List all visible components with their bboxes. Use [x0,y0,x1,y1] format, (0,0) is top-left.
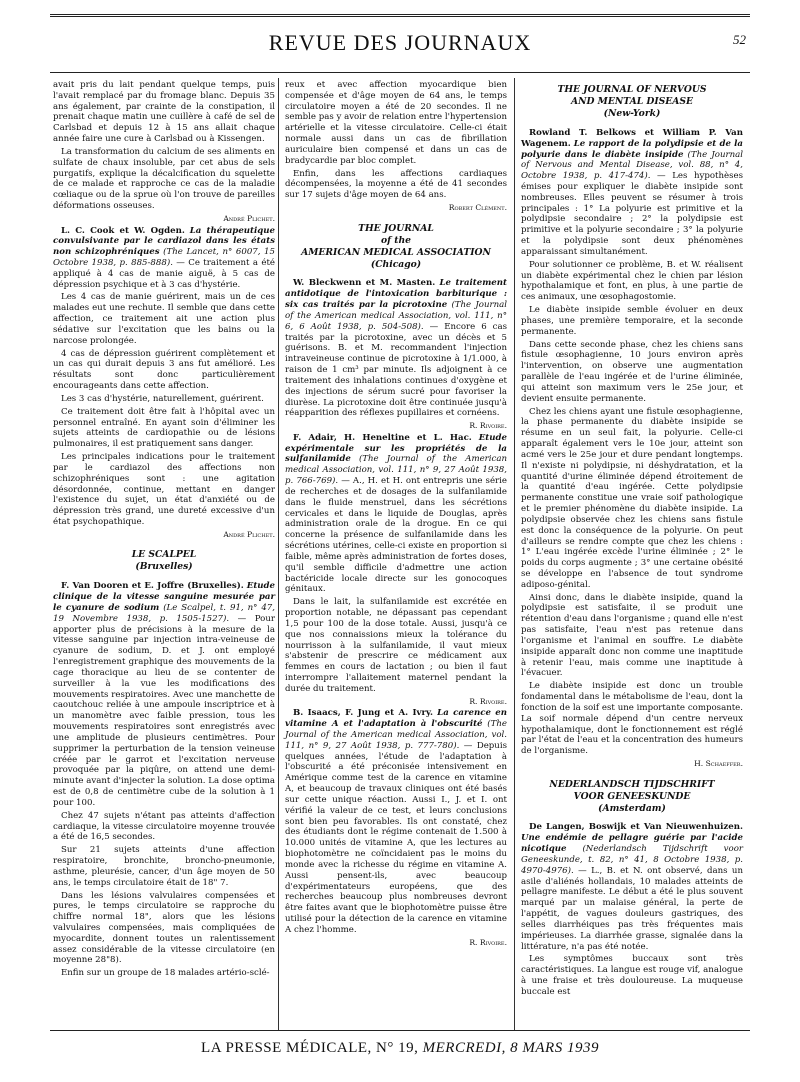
article-citation: (Nederlandsch Tijdschrift voor Geneeskunde, t. 82, n° 41, 8 Octobre 1938, p. 4970-4976). [521,844,743,876]
paragraph: Enfin, dans les affections cardiaques décompensées, la moyenne a été de 41 secondes sur 17 sujets d'âge moyen de 64 ans. [285,168,507,201]
article-text: — Pour apporter plus de précisions à la mesure de la vitesse sanguine par injection intra-veineuse de cyanure de sodium, D. et J. ont employé l'enregistrement graphique des mouvements de la cage thoracique au lieu de se contenter de surveiller à la vue les modifications des mouvements respiratoires. Avec une manchette de caoutchouc reliée à une ampoule inscriptrice et à un manomètre avec faible pression, tous les mouvements respiratoires sont enregistrés avec une amplitude de plusieurs centimètres. Pour supprimer la perturbation de la tension veineuse créée par le garrot et l'excitation nerveuse provoquée par la piqûre, on attend une demi-minute avant d'injecter la solution. La dose optima est de 0,8 de centimètre cube de la solution à 1 pour 100. [53,613,275,808]
article-citation: (The Journal of Nervous and Mental Disease, vol. 88, n° 4, Octobre 1938, p. 417-474). [521,149,743,182]
section-title: NEDERLANDSCH TIJDSCHRIFT [549,778,715,790]
column-1 [53,80,275,981]
article-authors: W. Bleckwenn et M. Masten. [293,278,436,289]
signature: André Plichet. [223,213,275,223]
section-title: AND MENTAL DISEASE [570,95,694,107]
section-subtitle: (Amsterdam) [598,802,666,814]
article-citation: (The Lancet, n° 6007, 15 Octobre 1938, p. 885-888). [53,247,275,268]
paragraph: reux et avec affection myocardique bien compensée et d'âge moyen de 64 ans, le temps circulatoire moyen a été de 20 secondes. Il ne semble pas y avoir de relation entre l'hypertension artérielle et la vitesse circulatoire. Celle-ci était normale aussi dans un cas de fibrillation auriculaire bien compensé et dans un cas de bradycardie par bloc complet. [285,80,507,166]
signature: R. Rivoire. [469,937,507,947]
article-lead [53,581,275,808]
section-title: LE SCALPEL [131,549,197,561]
paragraph: La transformation du calcium de ses aliments en sulfate de chaux insoluble, par cet abus de sels purgatifs, explique la décalcification du squelette de ce malade et rapproche ce cas de la maladie cœliaque ou de la sprue où l'on trouve de pareilles déformations osseuses. [53,146,275,212]
masthead [0,14,800,55]
footer-journal: LA PRESSE MÉDICALE, [201,1040,372,1056]
article-lead [285,433,507,595]
paragraph: Le diabète insipide est donc un trouble fondamental dans le métabolisme de l'eau, dont la fonction de la soif est une importante composante. La soif normale dépend d'un centre nerveux hypothalamique, dont le fonctionnement est réglé par l'état de l'eau et la concentration des humeurs de l'organisme. [521,681,743,757]
paragraph: avait pris du lait pendant quelque temps, puis l'avait remplacé par du fromage blanc. Depuis 35 ans également, par crainte de la constipation, il prenait chaque matin une cuillère à café de sel de Carlsbad et depuis 12 à 15 ans allait chaque année faire une cure à Carlsbad ou à Kissengen. [53,80,275,145]
article-title: Une endémie de pellagre guérie par l'acide nicotique [521,833,743,855]
article-text: — Les hypothèses émises pour expliquer le diabète insipide sont nombreuses. Elles peuvent se résumer à trois principales : 1° La polyurie est primitive et la polydipsie secondaire ; 2° la polydipsie est primitive et la polyurie secondaire ; 3° la polyurie et la polydipsie sont deux phénomènes apparaissant simultanément. [521,171,743,257]
article-citation: (The Journal of the American medical Association, vol. 111, n° 9, 27 Août 1938, p. 766-769). [285,454,508,487]
footer-number: N° 19, [376,1040,419,1056]
article-authors: L. C. Cook et W. Ogden. [61,225,185,236]
paragraph: Chez 47 sujets n'étant pas atteints d'affection cardiaque, la vitesse circulatoire moyenne trouvée a été de 16,5 secondes. [53,810,275,843]
section-title: AMERICAN MEDICAL ASSOCIATION [301,246,491,258]
column-3 [521,80,743,1000]
paragraph: Les principales indications pour le traitement par le cardiazol des affections non schizophréniques sont : une agitation désordonnée, continue, mettant en danger l'existence du sujet, un état d'anxiété ou de dépression très grand, une dureté excessive d'un état psychopathique. [53,452,275,528]
paragraph: Dans les lésions valvulaires compensées et pures, le temps circulatoire se rapproche du chiffre normal 18", alors que les lésions valvulaires compensées, mais compliquées de myocardite, donnent toutes un ralentissement assez considérable de la vitesse circulatoire (en moyenne 28"8). [53,890,275,966]
footer-rule [50,1030,750,1031]
paragraph: Enfin sur un groupe de 18 malades artério-sclé- [61,968,270,979]
section-title: THE JOURNAL [358,222,434,234]
paragraph: Les symptômes buccaux sont très caractéristiques. La langue est rouge vif, analogue à une fraise et très douloureuse. La muqueuse buccale est [521,954,743,997]
article-authors: F. Van Dooren et E. Joffre (Bruxelles). [61,581,244,592]
signature: Robert Clément. [448,203,507,213]
article-citation: (The Journal of the American medical Association, vol. 111, n° 9, 27 Août 1938, p. 777-780). [285,719,507,751]
signature: R. Rivoire. [469,696,507,706]
top-rule [50,14,750,17]
section-subtitle: (Bruxelles) [135,561,193,573]
article-text: — Encore 6 cas traités par la picrotoxine, avec un décès et 5 guérisons. B. et M. recommandent l'injection intraveineuse continue de picrotoxine à 1/1.000, à raison de 1 cm³ par minute. Ils adjoignent à ce traitement des inhalations continues d'oxygène et des injections de sérum sucré pour favoriser la diurèse. La picrotoxine doit être continuée jusqu'à réapparition des réflexes pupillaires et cornéens. [285,321,507,419]
paragraph: Chez les chiens ayant une fistule œsophagienne, la phase permanente du diabète insipide se résume en un seul fait, la polyurie. Celle-ci apparaît également vers le 10e jour, atteint son acmé vers le 25e jour et dure pendant longtemps. Il n'existe ni polydipsie, ni déshydratation, et la quantité d'urine éliminée dépend étroitement de la quantité d'eau ingérée. Cette polydipsie permanente constitue une vraie soif pathologique et le premier phénomène du diabète insipide. La polydipsie observée chez les chiens sans fistule est donc la conséquence de la polyurie. On peut d'ailleurs se rendre compte que chez les chiens : 1° L'eau ingérée excède l'urine éliminée ; 2° le poids du corps augmente ; 3° une certaine obésité se développe en l'absence de tout syndrome adiposo-génital. [521,406,743,590]
paragraph: Ainsi donc, dans le diabète insipide, quand la polydipsie est satisfaite, il se produit une rétention d'eau dans l'organisme ; quand elle n'est pas satisfaite, l'eau n'est pas retenue dans l'organisme et l'animal en souffre. Le diabète insipide apparaît donc non comme une inaptitude à retenir l'eau, mais comme une inaptitude à l'évacuer. [521,592,743,679]
paragraph: Les 4 cas de manie guérirent, mais un de ces malades eut une rechute. Il semble que dans cette affection, ce traitement ait une action plus sédative sur l'excitation que les bains ou la narcose prolongée. [53,292,275,346]
article-lead [285,278,507,419]
section-heading [521,779,743,815]
article-citation: (Le Scalpel, t. 91, n° 47, 19 Novembre 1938, p. 1505-1527). [53,602,276,624]
section-title: of the [380,234,412,246]
column-divider [278,78,279,1030]
section-title: VOOR GENEESKUNDE [573,790,691,802]
section-heading [521,84,743,120]
section-subtitle: (New-York) [603,107,661,119]
article-title: La carence en vitamine A et l'adaptation à l'obscurité [285,708,508,730]
article-title: Etude clinique de la vitesse sanguine mesurée par le cyanure de sodium [53,581,276,613]
paragraph: Dans cette seconde phase, chez les chiens sans fistule œsophagienne, 10 jours environ après l'intervention, on observe une augmentation parallèle de l'eau ingérée et de l'urine éliminée, qui atteint son maximum vers le 25e jour, et devient ensuite permanente. [521,339,743,404]
paragraph: Pour solutionner ce problème, B. et W. réalisent un diabète expérimental chez le chien par lésion hypothalamique et font, en plus, à une partie de ces animaux, une œsophagostomie. [521,259,743,303]
section-heading [53,549,275,573]
paragraph: Le diabète insipide semble évoluer en deux phases, une première temporaire, et la seconde permanente. [521,305,743,337]
column-divider [514,78,515,1030]
article-title: Le traitement antidotique de l'intoxication barbiturique : six cas traités par la picrotoxine [285,278,507,311]
page-title: REVUE DES JOURNAUX [268,30,532,55]
article-lead [53,226,275,291]
article-title: Le rapport de la polydipsie et de la polyurie dans le diabète insipide [521,138,743,160]
section-subtitle: (Chicago) [370,258,422,270]
paragraph: Ce traitement doit être fait à l'hôpital avec un personnel entraîné. En ayant soin d'éliminer les sujets atteints de cardiopathie ou de lésions pulmonaires, il est pratiquement sans danger. [53,406,275,450]
header-rule [50,72,750,73]
article-title: La thérapeutique convulsivante par le cardiazol dans les états non schizophréniques [53,225,275,258]
footer-date: MERCREDI, 8 MARS 1939 [422,1040,599,1056]
column-2 [285,80,507,949]
article-authors: F. Adair, H. Heneltine et L. Hac. [293,432,472,443]
article-authors: De Langen, Boswijk et Van Nieuwenhuizen. [529,822,743,833]
paragraph: Sur 21 sujets atteints d'une affection respiratoire, bronchite, broncho-pneumonie, asthme, pleurésie, cancer, d'un âge moyen de 50 ans, le temps circulatoire était de 18" 7. [53,845,275,888]
article-citation: (The Journal of the American medical Association, vol. 111, n° 6, 6 Août 1938, p. 504-508). [285,300,508,332]
article-title: Etude expérimentale sur les propriétés de la sulfanilamide [285,432,507,465]
paragraph: Les 3 cas d'hystérie, naturellement, guérirent. [61,393,264,404]
article-text: — Ce traitement a été appliqué à 4 cas de manie aiguë, à 5 cas de dépression psychique et à 3 cas d'hystérie. [53,257,275,290]
article-lead [521,822,743,952]
article-lead [521,128,743,258]
section-title: THE JOURNAL OF NERVOUS [557,84,707,95]
article-text: — L., B. et N. ont observé, dans un asile d'aliénés hollandais, 10 malades atteints de pellagre manifeste. Le début a été le plus souvent marqué par un malaise général, la perte de l'appétit, de vagues douleurs gastriques, des selles diarrhéiques pas très fréquentes mais impérieuses. La diarrhée grasse, signalée dans la littérature, n'a pas été notée. [521,865,743,952]
article-text: — Depuis quelques années, l'étude de l'adaptation à l'obscurité a été préconisée intensivement en Amérique comme test de la carence en vitamine A, et beaucoup de travaux cliniques ont été basés sur cette unique réaction. Aussi I., J. et I. ont vérifié la valeur de ce test, et leurs conclusions sont bien peu favorables. Ils ont constaté, chez des étudiants dont le régime contenait de 1.500 à 10.000 unités de vitamine A, que les lectures au biophotomètre ne coïncidaient pas le moins du monde avec la richesse du régime en vitamine A. Aussi pensent-ils, avec beaucoup d'expérimentateurs européens, que des recherches beaucoup plus nombreuses devront être faites avant que le biophotomètre puisse être utilisé pour la détection de la carence en vitamine A chez l'homme. [285,740,508,935]
paragraph: 4 cas de dépression guérirent complètement et un cas qui durait depuis 3 ans fut amélioré. Les résultats sont donc particulièrement encourageants dans cette affection. [53,348,275,392]
page-footer [0,1040,800,1057]
signature: R. Rivoire. [469,421,507,431]
article-lead [285,708,507,935]
signature: André Plichet. [223,529,275,539]
page-number: 52 [733,32,746,47]
paragraph: Dans le lait, la sulfanilamide est excrétée en proportion notable, ne dépassant pas cependant 1,5 pour 100 de la dose totale. Aussi, jusqu'à ce que nos connaissions mieux la tolérance du nourrisson à la sulfanilamide, il vaut mieux s'abstenir de prescrire ce médicament aux femmes en cours de lactation ; ou bien il faut interrompre l'allaitement maternel pendant la durée du traitement. [285,597,507,694]
article-authors: Rowland T. Belkows et William P. Van Wagenem. [521,127,743,149]
article-text: — A., H. et H. ont entrepris une série de recherches et de dosages de la sulfanilamide dans le fluide menstruel, dans les sécrétions cervicales et dans le liquide de Douglas, après administration orale de la drogue. En ce qui concerne la présence de sulfanilamide dans les sécrétions utérines, celle-ci existe en proportion si faible, même après administration de fortes doses, qu'il semble difficile d'admettre une action bactéricide locale directe sur les gonocoques génitaux. [285,476,507,595]
article-authors: B. Isaacs, F. Jung et A. Ivry. [293,708,434,719]
signature: H. Schaeffer. [694,759,743,769]
section-heading [285,223,507,271]
